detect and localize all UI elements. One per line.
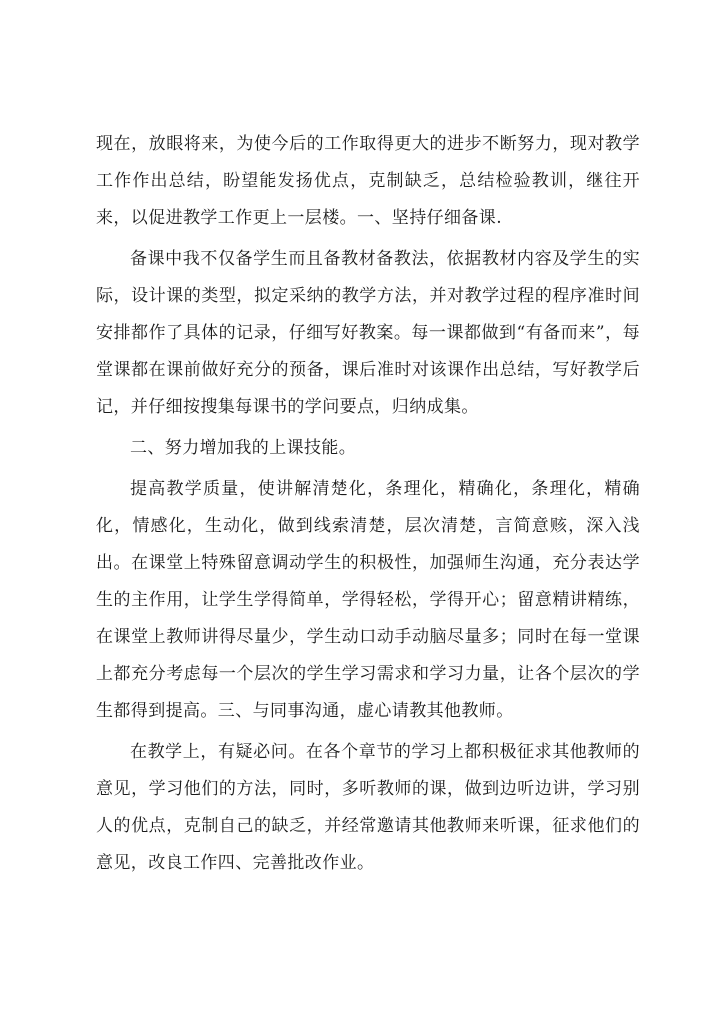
paragraph-teaching-quality: 提高教学质量，使讲解清楚化，条理化，精确化，条理化，精确化，情感化，生动化，做到线索清楚，层次清楚，言简意赅，深入浅出。在课堂上特殊留意调动学生的积极性，加强师生沟通，充分表达学生的主作用，让学生学得简单，学得轻松，学得开心；留意精讲精练，在课堂上教师讲得尽量少，学生动口动手动脑尽量多；同时在每一堂课上都充分考虑每一个层次的学生学习需求和学习力量，让各个层次的学生都得到提高。三、与同事沟通，虚心请教其他教师。 (96, 479, 640, 721)
paragraph-lesson-preparation: 备课中我不仅备学生而且备教材备教法，依据教材内容及学生的实际，设计课的类型，拟定采纳的教学方法，并对教学过程的程序准时间安排都作了具体的记录，仔细写好教案。每一课都做到“有备而来”，每堂课都在课前做好充分的预备，课后准时对该课作出总结，写好教学后记，并仔细按搜集每课书的学问要点，归纳成集。 (96, 249, 640, 417)
document-body (96, 126, 640, 882)
paragraph-heading-teaching-skills: 二、努力增加我的上课技能。 (130, 438, 357, 458)
paragraph-peer-learning: 在教学上，有疑必问。在各个章节的学习上都积极征求其他教师的意见，学习他们的方法，同时，多听教师的课，做到边听边讲，学习别人的优点，克制自己的缺乏，并经常邀请其他教师来听课，征求他们的意见，改良工作四、完善批改作业。 (96, 742, 640, 873)
paragraph-intro: 现在，放眼将来，为使今后的工作取得更大的进步不断努力，现对教学工作作出总结，盼望能发扬优点，克制缺乏，总结检验教训，继往开来，以促进教学工作更上一层楼。一、坚持仔细备课. (96, 134, 640, 228)
